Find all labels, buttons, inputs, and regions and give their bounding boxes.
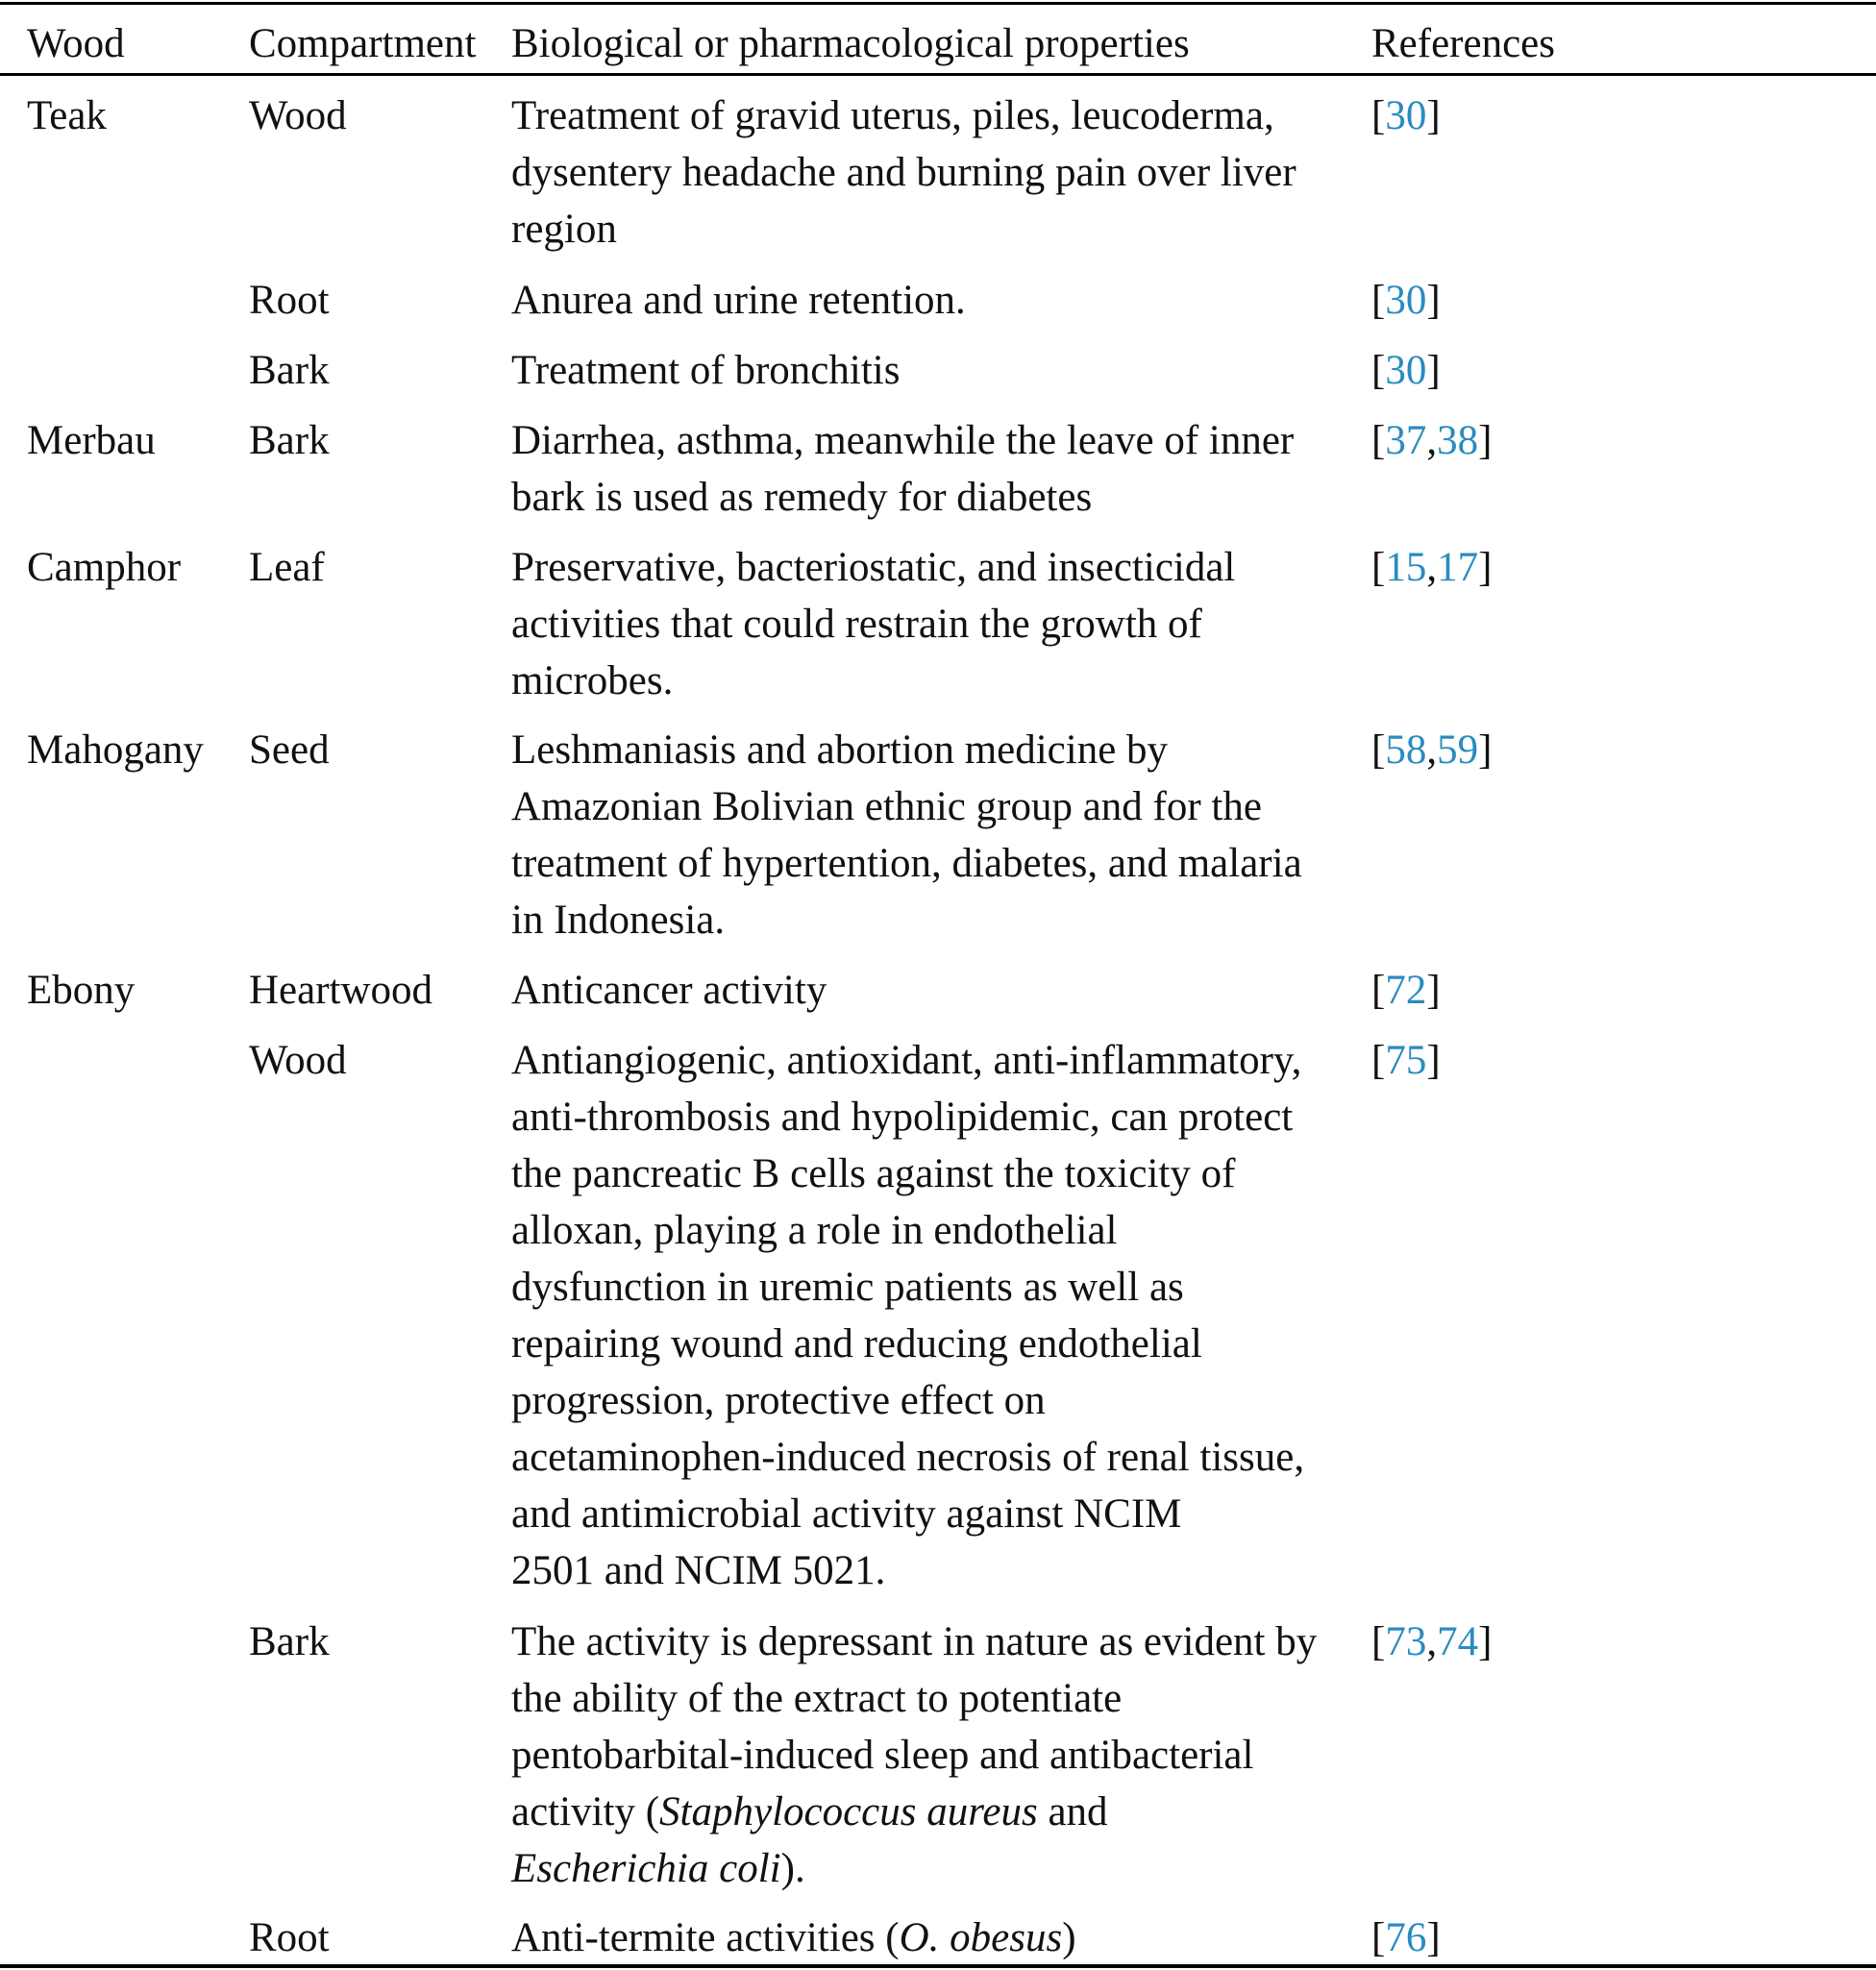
compartment-cell: Root (249, 278, 330, 323)
properties-line: pentobarbital-induced sleep and antibacterial (511, 1733, 1254, 1778)
table-top-rule (0, 2, 1876, 5)
properties-line: in Indonesia. (511, 898, 726, 943)
reference-link[interactable]: 30 (1385, 348, 1427, 393)
header-wood: Wood (27, 21, 125, 66)
properties-cell (511, 539, 1362, 709)
header-compartment: Compartment (249, 21, 477, 66)
properties-cell (511, 412, 1362, 526)
properties-cell (511, 342, 1362, 399)
references-cell: [72] (1371, 968, 1441, 1013)
properties-line: microbes. (511, 658, 674, 703)
compartment-cell: Bark (249, 418, 330, 463)
reference-link[interactable]: 73 (1385, 1619, 1427, 1664)
header-properties: Biological or pharmacological properties (511, 21, 1190, 66)
properties-cell (511, 1613, 1362, 1897)
compartment-cell: Bark (249, 1619, 330, 1664)
properties-line: progression, protective effect on (511, 1378, 1046, 1423)
reference-link[interactable]: 76 (1385, 1915, 1427, 1960)
table-bottom-rule (0, 1964, 1876, 1968)
reference-link[interactable]: 15 (1385, 545, 1427, 590)
wood-cell: Camphor (27, 545, 182, 590)
properties-line: activities that could restrain the growth of (511, 602, 1202, 647)
properties-line: alloxan, playing a role in endothelial (511, 1208, 1118, 1253)
properties-line: dysfunction in uremic patients as well as (511, 1265, 1184, 1310)
properties-cell (511, 1032, 1362, 1599)
references-cell: [37,38] (1371, 418, 1493, 463)
references-cell: [58,59] (1371, 727, 1493, 773)
properties-cell (511, 722, 1362, 948)
properties-line: The activity is depressant in nature as evident by (511, 1619, 1318, 1664)
properties-line: and antimicrobial activity against NCIM (511, 1491, 1182, 1537)
properties-line: treatment of hypertention, diabetes, and malaria (511, 841, 1302, 886)
wood-cell: Mahogany (27, 727, 204, 773)
wood-cell: Ebony (27, 968, 136, 1013)
reference-link[interactable]: 75 (1385, 1038, 1427, 1083)
properties-line: anti-thrombosis and hypolipidemic, can protect (511, 1095, 1294, 1140)
properties-line: Treatment of gravid uterus, piles, leucoderma, (511, 93, 1274, 138)
properties-line: Preservative, bacteriostatic, and insecticidal (511, 545, 1236, 590)
properties-line: dysentery headache and burning pain over liver (511, 150, 1296, 195)
compartment-cell: Wood (249, 1038, 347, 1083)
properties-cell (511, 1909, 1362, 1966)
properties-line: acetaminophen-induced necrosis of renal tissue, (511, 1435, 1305, 1480)
properties-line: bark is used as remedy for diabetes (511, 475, 1093, 520)
references-cell: [15,17] (1371, 545, 1493, 590)
properties-line: region (511, 207, 617, 252)
properties-line: Anti-termite activities (O. obesus) (511, 1915, 1076, 1960)
wood-cell: Merbau (27, 418, 156, 463)
references-cell: [30] (1371, 93, 1441, 138)
references-cell: [75] (1371, 1038, 1441, 1083)
properties-line: Anurea and urine retention. (511, 278, 966, 323)
properties-line: Antiangiogenic, antioxidant, anti-inflammatory, (511, 1038, 1302, 1083)
references-cell: [30] (1371, 348, 1441, 393)
compartment-cell: Heartwood (249, 968, 433, 1013)
compartment-cell: Bark (249, 348, 330, 393)
references-cell: [30] (1371, 278, 1441, 323)
properties-cell (511, 962, 1362, 1019)
properties-line: the ability of the extract to potentiate (511, 1676, 1123, 1721)
table-header-rule (0, 73, 1876, 76)
reference-link[interactable]: 72 (1385, 968, 1427, 1013)
compartment-cell: Seed (249, 727, 330, 773)
properties-cell (511, 87, 1362, 258)
reference-link[interactable]: 59 (1437, 727, 1479, 773)
properties-line: Escherichia coli). (511, 1846, 805, 1891)
properties-line: Diarrhea, asthma, meanwhile the leave of inner (511, 418, 1295, 463)
wood-cell: Teak (27, 93, 107, 138)
properties-line: repairing wound and reducing endothelial (511, 1321, 1202, 1367)
reference-link[interactable]: 58 (1385, 727, 1427, 773)
references-cell: [73,74] (1371, 1619, 1493, 1664)
reference-link[interactable]: 74 (1437, 1619, 1479, 1664)
reference-link[interactable]: 38 (1437, 418, 1479, 463)
species-name: Staphylococcus aureus (659, 1789, 1038, 1835)
species-name: O. obesus (899, 1915, 1063, 1960)
properties-cell (511, 272, 1362, 329)
properties-line: Amazonian Bolivian ethnic group and for the (511, 784, 1262, 829)
header-references: References (1371, 21, 1555, 66)
properties-line: Treatment of bronchitis (511, 348, 901, 393)
compartment-cell: Leaf (249, 545, 325, 590)
properties-line: 2501 and NCIM 5021. (511, 1548, 886, 1593)
references-cell: [76] (1371, 1915, 1441, 1960)
properties-line: Leshmaniasis and abortion medicine by (511, 727, 1169, 773)
reference-link[interactable]: 37 (1385, 418, 1427, 463)
compartment-cell: Root (249, 1915, 330, 1960)
reference-link[interactable]: 17 (1437, 545, 1479, 590)
species-name: Escherichia coli (511, 1846, 781, 1891)
compartment-cell: Wood (249, 93, 347, 138)
properties-line: activity (Staphylococcus aureus and (511, 1789, 1108, 1835)
properties-line: Anticancer activity (511, 968, 827, 1013)
reference-link[interactable]: 30 (1385, 278, 1427, 323)
properties-line: the pancreatic B cells against the toxicity of (511, 1151, 1236, 1196)
reference-link[interactable]: 30 (1385, 93, 1427, 138)
